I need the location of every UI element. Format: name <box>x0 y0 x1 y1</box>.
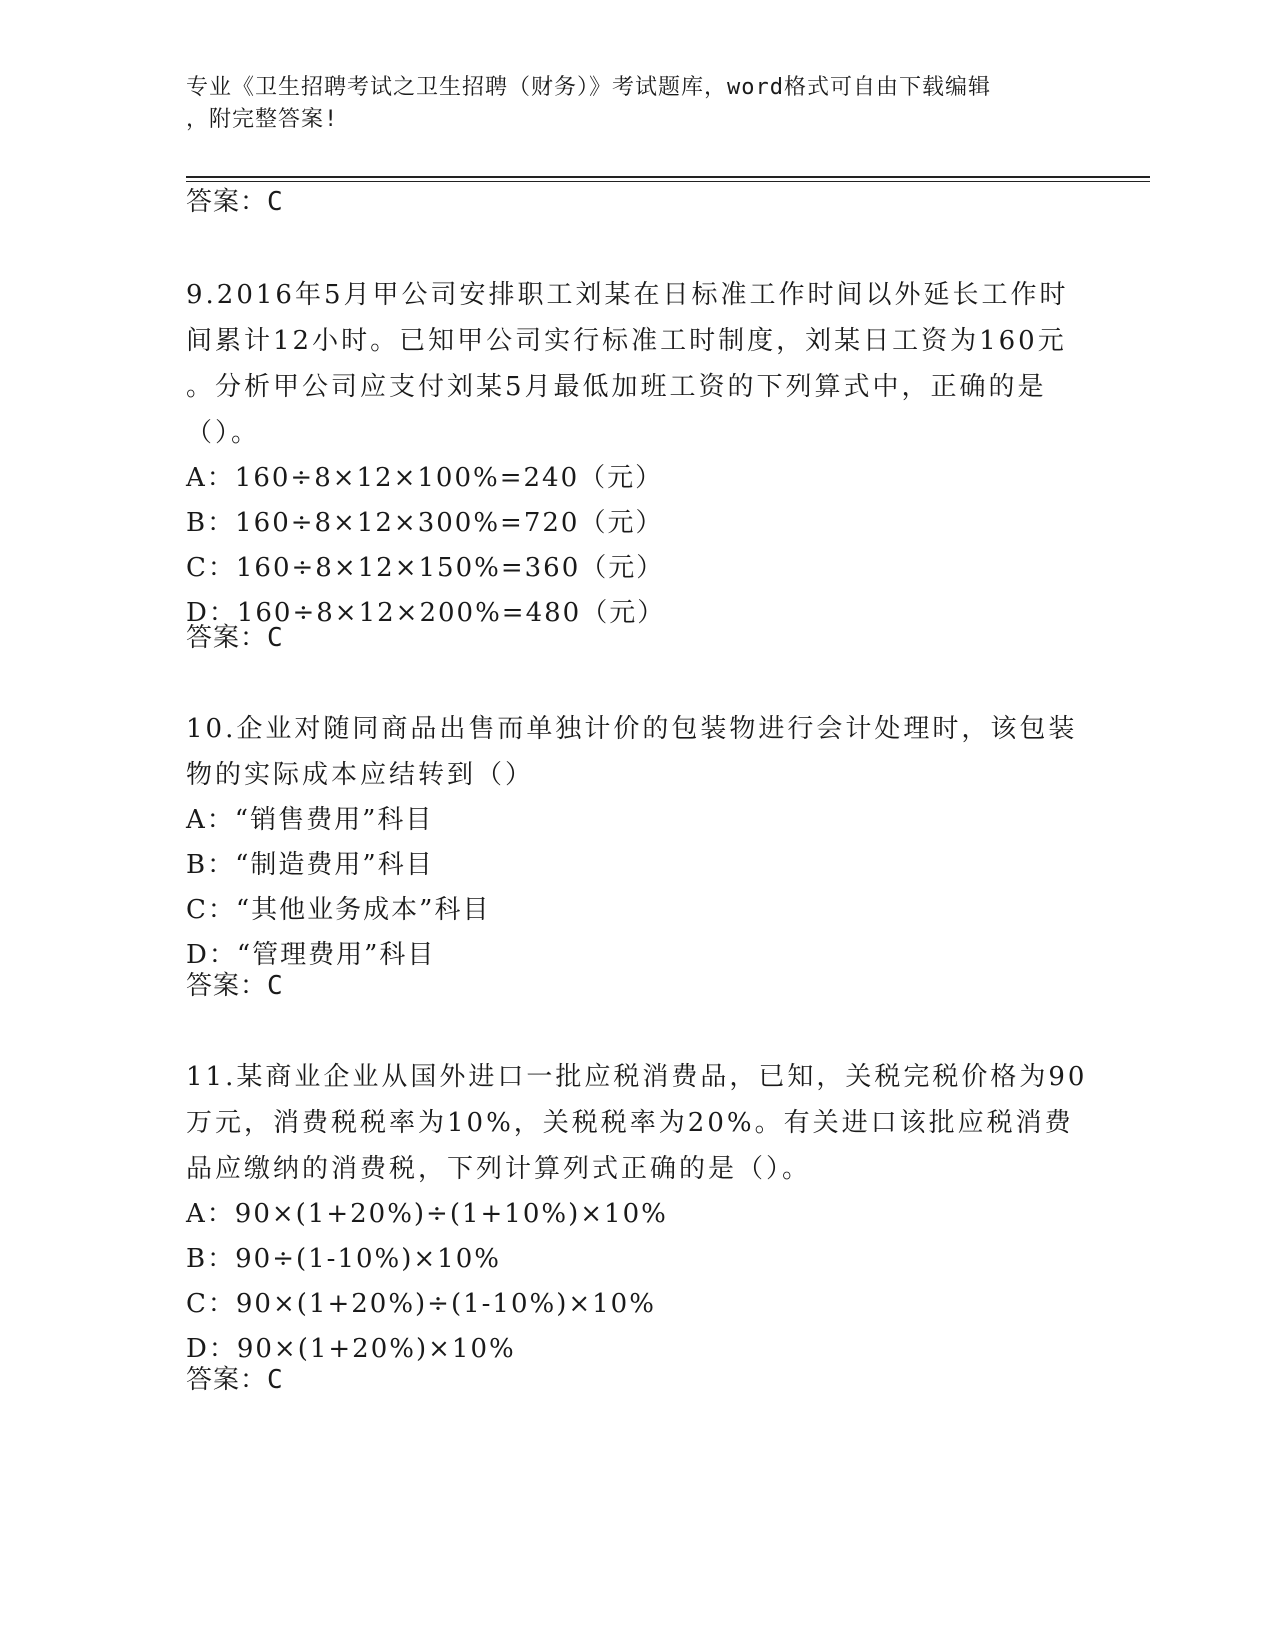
option-d: D：“管理费用”科目 <box>186 940 436 970</box>
option-b: B：160÷8×12×300%=720（元） <box>186 508 664 538</box>
option-a: A：90×(1+20%)÷(1+10%)×10% <box>186 1199 668 1229</box>
option-a: A：“销售费用”科目 <box>186 805 434 835</box>
question-11 <box>186 1054 1086 1372</box>
answer-11: 答案：C <box>186 1365 284 1395</box>
option-d: D：90×(1+20%)×10% <box>186 1334 516 1364</box>
option-c: C：160÷8×12×150%=360（元） <box>186 553 665 583</box>
option-c: C：“其他业务成本”科目 <box>186 895 491 925</box>
option-b: B：“制造费用”科目 <box>186 850 434 880</box>
option-c: C：90×(1+20%)÷(1-10%)×10% <box>186 1289 656 1319</box>
answer-9: 答案：C <box>186 623 284 653</box>
answer-previous: 答案：C <box>186 187 284 217</box>
question-stem-line: （）。 <box>186 418 261 448</box>
header-line-2: ，附完整答案! <box>186 107 339 132</box>
option-a: A：160÷8×12×100%=240（元） <box>186 463 664 493</box>
question-stem-line: 。分析甲公司应支付刘某5月最低加班工资的下列算式中，正确的是 <box>186 372 1047 402</box>
question-stem-line: 11.某商业企业从国外进口一批应税消费品，已知，关税完税价格为90 <box>186 1062 1088 1092</box>
question-stem-line: 物的实际成本应结转到（） <box>186 760 535 790</box>
question-stem-line: 品应缴纳的消费税，下列计算列式正确的是（）。 <box>186 1154 812 1184</box>
question-stem-line: 9.2016年5月甲公司安排职工刘某在日标准工作时间以外延长工作时 <box>186 280 1069 310</box>
question-stem-line: 万元，消费税税率为10%，关税税率为20%。有关进口该批应税消费 <box>186 1108 1074 1138</box>
page-header <box>186 72 1066 136</box>
option-b: B：90÷(1-10%)×10% <box>186 1244 501 1274</box>
header-divider <box>186 176 1150 182</box>
question-9 <box>186 272 1086 636</box>
option-d: D：160÷8×12×200%=480（元） <box>186 598 666 628</box>
question-stem-line: 10.企业对随同商品出售而单独计价的包装物进行会计处理时，该包装 <box>186 714 1078 744</box>
question-10 <box>186 706 1086 978</box>
answer-10: 答案：C <box>186 971 284 1001</box>
header-line-1: 专业《卫生招聘考试之卫生招聘（财务）》考试题库，word格式可自由下载编辑 <box>186 75 991 100</box>
question-stem-line: 间累计12小时。已知甲公司实行标准工时制度，刘某日工资为160元 <box>186 326 1067 356</box>
